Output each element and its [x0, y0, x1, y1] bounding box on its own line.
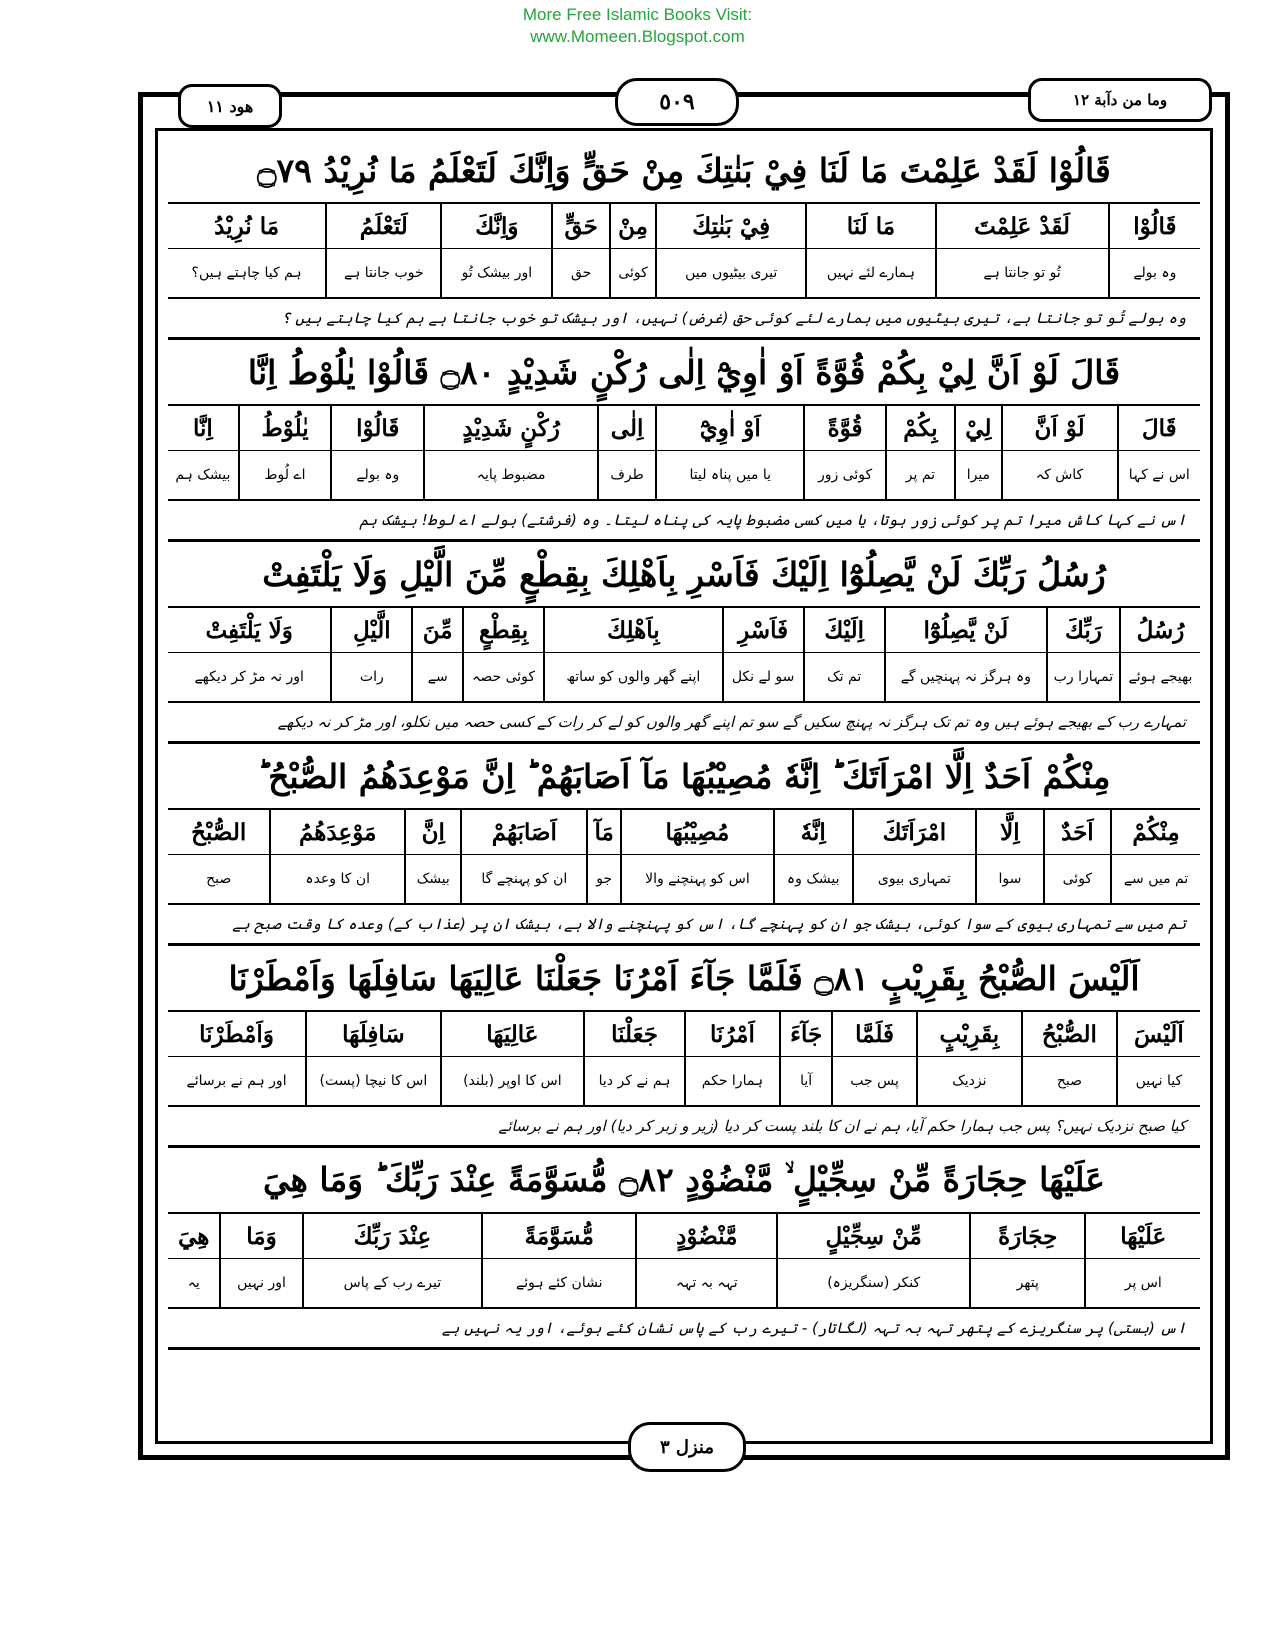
urdu-meaning: جو: [596, 871, 613, 887]
word-cell: [302, 1214, 482, 1307]
arabic-word: حِجَارَةً: [971, 1214, 1085, 1259]
word-cell: [803, 608, 884, 701]
word-cell: [609, 204, 655, 297]
urdu-meaning: صبح: [206, 871, 232, 887]
arabic-word: اَوْ اٰوِيْٓ: [657, 406, 803, 451]
urdu-meaning: سوا: [998, 871, 1022, 887]
urdu-meaning: اور ہم نے برسائے: [186, 1073, 287, 1089]
urdu-translation-line: وہ بولے تُو تو جانتا ہے، تیری بیٹیوں میں ہمارے لئے کوئی حق (غرض) نہیں، اور بیشک تو خوب جانتا ہے ہم کیا چاہتے ہیں ؟: [168, 299, 1200, 340]
arabic-word: قَالَ: [1119, 406, 1200, 451]
urdu-meaning: اور بیشک تُو: [461, 265, 533, 281]
arabic-word: فَاَسْرِ: [724, 608, 803, 653]
urdu-meaning: نزدیک: [952, 1073, 987, 1089]
urdu-meaning: ہمارا حکم: [701, 1073, 764, 1089]
arabic-word: بِكُمْ: [887, 406, 955, 451]
arabic-word: عَلَيْهَا: [1086, 1214, 1200, 1259]
word-cell: [440, 204, 551, 297]
urdu-meaning: سو لے نکل: [731, 669, 795, 685]
urdu-meaning: رات: [359, 669, 384, 685]
word-cell: [1021, 1012, 1116, 1105]
word-cell: [1084, 1214, 1200, 1307]
arabic-word: اِنَّ: [406, 810, 460, 855]
urdu-meaning: مضبوط پایہ: [476, 467, 546, 483]
urdu-meaning: پس جب: [850, 1073, 899, 1089]
urdu-translation-line: کیا صبح نزدیک نہیں؟ پس جب ہمارا حکم آیا، ہم نے ان کا بلند پست کر دیا (زیر و زبر کر دیا) اور ہم نے برسائے: [168, 1107, 1200, 1148]
word-grid: [168, 1214, 1200, 1309]
arabic-ayah-line: قَالَ لَوْ اَنَّ لِيْ بِكُمْ قُوَّةً اَوْ اٰوِيْٓ اِلٰى رُكْنٍ شَدِيْدٍ ۝٨٠ قَالُوْا يٰلُوْطُ اِنَّا: [168, 340, 1200, 406]
word-cell: [411, 608, 462, 701]
arabic-word: يٰلُوْطُ: [240, 406, 331, 451]
arabic-word: مَا نُرِيْدُ: [168, 204, 325, 249]
arabic-word: مَوْعِدَهُمُ: [271, 810, 404, 855]
urdu-meaning: اس نے کہا: [1128, 467, 1190, 483]
urdu-meaning: کوئی: [618, 265, 648, 281]
arabic-word: مَّنْضُوْدٍ: [637, 1214, 776, 1259]
word-cell: [935, 204, 1108, 297]
arabic-word: اِلَيْكَ: [805, 608, 884, 653]
urdu-meaning: ہمارے لئے نہیں: [826, 265, 915, 281]
arabic-ayah-line: قَالُوْا لَقَدْ عَلِمْتَ مَا لَنَا فِيْ بَنٰتِكَ مِنْ حَقٍّ وَاِنَّكَ لَتَعْلَمُ مَا نُرِيْدُ ۝٧٩: [168, 138, 1200, 204]
arabic-word: رُكْنٍ شَدِيْدٍ: [425, 406, 597, 451]
word-cell: [916, 1012, 1021, 1105]
arabic-word: بِقِطْعٍ: [464, 608, 543, 653]
arabic-word: امْرَاَتَكَ: [854, 810, 976, 855]
arabic-word: سَافِلَهَا: [307, 1012, 440, 1057]
verse-block: [168, 542, 1200, 744]
urdu-translation-line: اس نے کہا کاش میرا تم پر کوئی زور ہوتا، یا میں کسی مضبوط پایہ کی پناہ لیتا۔ وہ (فرشتے) بولے اے لوط! بیشک ہم: [168, 501, 1200, 542]
arabic-word: اِنَّهٗ: [775, 810, 852, 855]
word-cell: [773, 810, 852, 903]
urdu-meaning: اس کو پہنچنے والا: [645, 871, 750, 887]
urdu-meaning: بیشک وہ: [786, 871, 840, 887]
word-cell: [597, 406, 655, 499]
arabic-word: وَاِنَّكَ: [442, 204, 551, 249]
word-cell: [722, 608, 803, 701]
urdu-meaning: تم تک: [827, 669, 862, 685]
arabic-word: اِلَّا: [977, 810, 1042, 855]
urdu-meaning: طرف: [610, 467, 644, 483]
urdu-meaning: خوب جانتا ہے: [343, 265, 424, 281]
word-cell: [460, 810, 586, 903]
urdu-meaning: سے: [427, 669, 448, 685]
arabic-word: وَاَمْطَرْنَا: [168, 1012, 305, 1057]
word-cell: [969, 1214, 1085, 1307]
word-cell: [684, 1012, 779, 1105]
urdu-meaning: تمہاری بیوی: [877, 871, 951, 887]
word-cell: [219, 1214, 301, 1307]
urdu-meaning: کیا نہیں: [1135, 1073, 1183, 1089]
word-cell: [831, 1012, 915, 1105]
arabic-word: عَالِيَهَا: [442, 1012, 583, 1057]
arabic-word: الَّيْلِ: [332, 608, 411, 653]
urdu-meaning: کاش کہ: [1035, 467, 1084, 483]
urdu-meaning: نشان کئے ہوئے: [516, 1275, 603, 1291]
arabic-word: رُسُلُ: [1121, 608, 1200, 653]
word-grid: [168, 608, 1200, 703]
word-cell: [776, 1214, 969, 1307]
arabic-word: بِاَهْلِكَ: [545, 608, 721, 653]
urdu-meaning: کنکر (سنگریزہ): [827, 1275, 921, 1291]
arabic-word: مِّنْ سِجِّيْلٍ: [778, 1214, 969, 1259]
word-cell: [1046, 608, 1119, 701]
urdu-translation-line: تم میں سے تمہاری بیوی کے سوا کوئی، بیشک جو ان کو پہنچے گا، اس کو پہنچنے والا ہے، بیشک ان پر (عذاب کے) وعدہ کا وقت صبح ہے: [168, 905, 1200, 946]
urdu-meaning: بیشک: [416, 871, 450, 887]
word-cell: [1117, 406, 1200, 499]
word-cell: [1043, 810, 1110, 903]
urdu-meaning: یہ: [187, 1275, 200, 1291]
arabic-word: اِنَّا: [168, 406, 238, 451]
word-cell: [168, 608, 330, 701]
arabic-word: فِيْ بَنٰتِكَ: [657, 204, 805, 249]
urdu-meaning: یا میں پناہ لیتا: [689, 467, 771, 483]
arabic-word: لَوْ اَنَّ: [1003, 406, 1117, 451]
para-label: وما من دآبة ١٢: [1028, 78, 1212, 122]
word-grid: [168, 406, 1200, 501]
word-cell: [655, 406, 803, 499]
arabic-word: هِيَ: [168, 1214, 219, 1259]
urdu-meaning: اے لُوط: [264, 467, 306, 483]
urdu-meaning: تیرے رب کے پاس: [343, 1275, 442, 1291]
urdu-meaning: کوئی: [1062, 871, 1093, 887]
word-cell: [620, 810, 773, 903]
word-cell: [583, 1012, 684, 1105]
urdu-meaning: وہ ہرگز نہ پہنچیں گے: [900, 669, 1031, 685]
arabic-word: مِّنَ: [413, 608, 462, 653]
word-cell: [884, 608, 1046, 701]
arabic-word: جَآءَ: [781, 1012, 832, 1057]
word-cell: [168, 406, 238, 499]
urdu-meaning: ہم نے کر دیا: [598, 1073, 671, 1089]
word-cell: [1116, 1012, 1200, 1105]
word-cell: [586, 810, 620, 903]
arabic-ayah-line: مِنْكُمْ اَحَدٌ اِلَّا امْرَاَتَكَ ؕ اِنَّهٗ مُصِيْبُهَا مَآ اَصَابَهُمْ ؕ اِنَّ مَوْعِدَهُمُ الصُّبْحُ ؕ: [168, 744, 1200, 810]
word-cell: [168, 1012, 305, 1105]
verse-block: [168, 946, 1200, 1148]
urdu-meaning: تم پر: [905, 467, 936, 483]
word-cell: [779, 1012, 832, 1105]
word-cell: [325, 204, 440, 297]
urdu-meaning: وہ بولے: [356, 467, 400, 483]
page-number: ٥٠٩: [615, 78, 739, 126]
arabic-word: لَتَعْلَمُ: [327, 204, 440, 249]
urdu-meaning: تمہارا رب: [1053, 669, 1114, 685]
arabic-ayah-line: اَلَيْسَ الصُّبْحُ بِقَرِيْبٍ ۝٨١ فَلَمَّا جَآءَ اَمْرُنَا جَعَلْنَا عَالِيَهَا سَافِلَهَا وَاَمْطَرْنَا: [168, 946, 1200, 1012]
urdu-meaning: تیری بیٹیوں میں: [685, 265, 778, 281]
word-grid: [168, 1012, 1200, 1107]
surah-label: هود ١١: [178, 84, 282, 128]
arabic-ayah-line: رُسُلُ رَبِّكَ لَنْ يَّصِلُوْٓا اِلَيْكَ فَاَسْرِ بِاَهْلِكَ بِقِطْعٍ مِّنَ الَّيْلِ وَلَا يَلْتَفِتْ: [168, 542, 1200, 608]
word-cell: [954, 406, 1000, 499]
urdu-meaning: اس کا نیچا (پست): [319, 1073, 428, 1089]
word-cell: [423, 406, 597, 499]
verse-block: [168, 138, 1200, 340]
urdu-meaning: کوئی حصہ: [472, 669, 536, 685]
word-cell: [635, 1214, 776, 1307]
word-cell: [803, 406, 884, 499]
urdu-meaning: اور نہیں: [237, 1275, 286, 1291]
urdu-meaning: تم میں سے: [1123, 871, 1189, 887]
arabic-word: قَالُوْا: [332, 406, 423, 451]
urdu-meaning: صبح: [1056, 1073, 1082, 1089]
urdu-meaning: ان کو پہنچے گا: [481, 871, 568, 887]
word-cell: [330, 608, 411, 701]
verse-block: [168, 1148, 1200, 1350]
arabic-word: اَمْرُنَا: [686, 1012, 779, 1057]
arabic-word: عِنْدَ رَبِّكَ: [304, 1214, 482, 1259]
arabic-word: مِنْ: [611, 204, 655, 249]
word-cell: [543, 608, 721, 701]
urdu-meaning: کوئی زور: [817, 467, 873, 483]
arabic-word: الصُّبْحُ: [168, 810, 269, 855]
urdu-meaning: اس پر: [1124, 1275, 1162, 1291]
word-grid: [168, 810, 1200, 905]
promo-banner: [0, 4, 1275, 48]
word-cell: [1119, 608, 1200, 701]
word-cell: [1001, 406, 1117, 499]
word-cell: [269, 810, 404, 903]
word-cell: [440, 1012, 583, 1105]
urdu-translation-line: تمہارے رب کے بھیجے ہوئے ہیں وہ تم تک ہرگز نہ پہنچ سکیں گے سو تم اپنے گھر والوں کو لے کر رات کے کسی حصہ میں نکلو، اور مڑ کر نہ دیکھے: [168, 703, 1200, 744]
arabic-word: حَقٍّ: [553, 204, 609, 249]
urdu-meaning: ان کا وعدہ: [305, 871, 371, 887]
word-cell: [852, 810, 976, 903]
arabic-word: لِيْ: [956, 406, 1000, 451]
urdu-meaning: اور نہ مڑ کر دیکھے: [194, 669, 304, 685]
urdu-meaning: بیشک ہم: [175, 467, 231, 483]
arabic-word: مَا لَنَا: [807, 204, 934, 249]
urdu-meaning: حق: [570, 265, 592, 281]
word-cell: [462, 608, 543, 701]
promo-line-1: More Free Islamic Books Visit:: [522, 5, 753, 24]
promo-link[interactable]: www.Momeen.Blogspot.com: [530, 27, 745, 46]
page-content: [168, 138, 1200, 1430]
urdu-meaning: تہہ بہ تہہ: [676, 1275, 738, 1291]
urdu-meaning: تُو تو جانتا ہے: [983, 265, 1061, 281]
arabic-word: جَعَلْنَا: [585, 1012, 684, 1057]
urdu-meaning: میرا: [966, 467, 991, 483]
word-cell: [1108, 204, 1200, 297]
arabic-word: مِنْكُمْ: [1112, 810, 1200, 855]
arabic-word: قُوَّةً: [805, 406, 884, 451]
word-cell: [805, 204, 934, 297]
word-cell: [551, 204, 609, 297]
word-cell: [168, 810, 269, 903]
word-cell: [404, 810, 460, 903]
urdu-meaning: آیا: [800, 1073, 813, 1089]
arabic-ayah-line: عَلَيْهَا حِجَارَةً مِّنْ سِجِّيْلٍ ۙ مَّنْضُوْدٍ ۝٨٢ مُّسَوَّمَةً عِنْدَ رَبِّكَ ؕ وَمَا هِيَ: [168, 1148, 1200, 1214]
urdu-meaning: پتھر: [1016, 1275, 1039, 1291]
arabic-word: وَلَا يَلْتَفِتْ: [168, 608, 330, 653]
arabic-word: فَلَمَّا: [833, 1012, 915, 1057]
word-cell: [168, 204, 325, 297]
urdu-translation-line: اس (بستی) پر سنگریزے کے پتھر تہہ بہ تہہ (لگاتار) - تیرے رب کے پاس نشان کئے ہوئے، اور یہ نہیں ہے: [168, 1309, 1200, 1350]
word-cell: [655, 204, 805, 297]
arabic-word: قَالُوْا: [1110, 204, 1200, 249]
arabic-word: مُّسَوَّمَةً: [483, 1214, 635, 1259]
urdu-meaning: ہم کیا چاہتے ہیں؟: [191, 265, 302, 281]
word-grid: [168, 204, 1200, 299]
arabic-word: بِقَرِيْبٍ: [918, 1012, 1021, 1057]
arabic-word: اَحَدٌ: [1045, 810, 1110, 855]
urdu-meaning: بھیجے ہوئے: [1128, 669, 1193, 685]
arabic-word: لَقَدْ عَلِمْتَ: [937, 204, 1108, 249]
arabic-word: اَلَيْسَ: [1118, 1012, 1200, 1057]
word-cell: [481, 1214, 635, 1307]
word-cell: [305, 1012, 440, 1105]
arabic-word: مُصِيْبُهَا: [622, 810, 773, 855]
urdu-meaning: اس کا اوپر (بلند): [463, 1073, 562, 1089]
urdu-meaning: وہ بولے: [1133, 265, 1177, 281]
word-cell: [330, 406, 423, 499]
arabic-word: رَبِّكَ: [1048, 608, 1119, 653]
verse-block: [168, 744, 1200, 946]
arabic-word: اَصَابَهُمْ: [462, 810, 586, 855]
arabic-word: اِلٰى: [599, 406, 655, 451]
arabic-word: لَنْ يَّصِلُوْٓا: [886, 608, 1046, 653]
manzil-label: منزل ٣: [628, 1422, 746, 1472]
word-cell: [885, 406, 955, 499]
arabic-word: مَآ: [588, 810, 620, 855]
verse-block: [168, 340, 1200, 542]
arabic-word: وَمَا: [221, 1214, 301, 1259]
word-cell: [1110, 810, 1200, 903]
word-cell: [168, 1214, 219, 1307]
word-cell: [238, 406, 331, 499]
urdu-meaning: اپنے گھر والوں کو ساتھ: [566, 669, 701, 685]
word-cell: [975, 810, 1042, 903]
arabic-word: الصُّبْحُ: [1023, 1012, 1116, 1057]
